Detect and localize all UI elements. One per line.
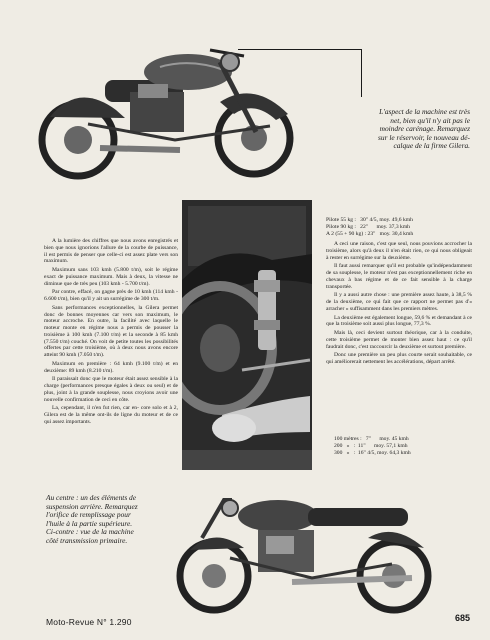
climb-stats-table — [326, 217, 476, 237]
caption-top-line: sur le réservoir, le nouveau dé- — [378, 132, 470, 142]
article-paragraph: A la lumière des chiffres que nous avons enregistrés et bien que nous ignorions l'allure de la courbe de puissance, il est permis de penser que celle-ci est assez plate vers son maximum. — [44, 238, 178, 265]
motorcycle-top-photo — [30, 22, 298, 180]
caption-bottom-line: Au centre : un des éléments de — [46, 493, 137, 502]
caption-bottom-line: côté transmission primaire. — [46, 535, 128, 545]
stats-row: Pilote 90 kg : 22" moy. 37,3 kmh — [326, 223, 410, 230]
article-paragraph: Il y a aussi autre chose : une première assez haute, à 38,5 % de la deuxième, ce qui fait que ce rapport ne permet pas d'« arracher » suffisamment dans les premiers mètres. — [326, 292, 472, 312]
article-paragraph: Maximum en première : 64 kmh (9.100 t/m) et en deuxième: 89 kmh (8.210 t/m). — [44, 360, 178, 374]
article-paragraph: Mais là, ceci devient surtout théorique, car à la conduite, cette troisième permet de monter bien assez haut : ce qu'il faudrait donc, c'est raccourcir la deuxième et surtout première. — [326, 330, 472, 350]
caption-top-line: moindre carénage. Remarquez — [379, 124, 470, 134]
article-paragraph: Sans performances exceptionnelles, la Gilera permet donc de bonnes moyennes car vers son maximum, le moteur accroche. En outre, la facilité avec laquelle le moteur monte en régime nous a permis de pousser la troisième à 100 kmh (7.100 t/m) et la seconde à 85 kmh (7.550 t/m) couché. On voit de petite toutes les possibilités offertes par cette troisième, où à deux nous avons encore atteint 90 kmh (7.050 t/m). — [44, 304, 178, 358]
caption-top-rule-horizontal — [238, 49, 362, 50]
article-paragraph: Donc une première un peu plus courte serait souhaitable, ce qui améliorerait nettement les accélérations, départ arrêté. — [326, 352, 472, 365]
article-paragraph: Par contre, effacé, on gagne près de 10 kmh (114 kmh - 6.600 t/m), bien qu'il y ait un surrégime de 300 t/m. — [44, 289, 178, 302]
page-number: 685 — [455, 613, 471, 623]
magazine-footer-title: Moto-Revue N° 1.290 — [46, 617, 132, 627]
article-paragraph: La deuxième est également longue, 59,6 % et demandant à ce que la troisième soit aussi plus longue, 77,3 %. — [326, 314, 472, 328]
article-right-column — [326, 241, 472, 368]
motorcycle-bottom-photo — [172, 478, 438, 618]
article-paragraph: Il paraissait donc que le moteur était assez sensible à la charge (performances presque égales à deux ou seul) et de plus, joint à la grande souplesse, nous croyions avoir une nouvelle confirmation de ceci en côte. — [44, 376, 178, 403]
accel-row: 200 » : 11" moy. 57,1 kmh — [334, 442, 408, 449]
caption-bottom-line: l'orifice de remplissage pour — [46, 510, 131, 520]
acceleration-table — [334, 436, 474, 456]
caption-bottom-line: l'huile à la partie supérieure. — [46, 518, 133, 528]
caption-top-line: calque de la firme Gilera. — [393, 141, 470, 151]
caption-top-line: net, bien qu'il n'y ait pas le — [390, 115, 470, 125]
caption-bottom-line: Ci-contre : vue de la machine — [46, 527, 134, 537]
caption-bottom-line: suspension arrière. Remarquez — [46, 501, 138, 511]
accel-row: 100 mètres : 7" moy. 45 kmh — [334, 436, 409, 442]
article-paragraph: Maximum sans 103 kmh (5.800 t/m), soit le régime exact de puissance maximum. Mais à deux, la vitesse ne diminue que de très peu (103 kmh - 5.700 t/m). — [44, 267, 178, 287]
stats-row: Pilote 55 kg : 30" 4/5, moy. 49,6 kmh — [326, 217, 413, 223]
accel-row: 300 » : 16" 4/5, moy. 64,3 kmh — [334, 449, 411, 456]
article-paragraph: Il faut aussi remarquer qu'il est probable qu'indépendamment de sa souplesse, le moteur n'est pas exceptionnellement riche en chevaux à bas régime et de ce fait sensible à la charge transportée. — [326, 263, 472, 290]
caption-top-rule-vertical — [361, 49, 362, 97]
article-paragraph: A ceci une raison, c'est que seul, nous pouvions accrocher la troisième, alors qu'à deux il n'en était rien, ce qui nous obligeait à rester en surrégime sur la deuxième. — [326, 241, 472, 261]
article-left-column — [44, 238, 178, 428]
article-paragraph: La, cependant, il n'en fut rien, car en- core solo et à 2, Gilera est de la même ont-ils de ligne du moteur et de ce qui assez importants. — [44, 405, 178, 425]
caption-top-line: L'aspect de la machine est très — [379, 107, 470, 116]
stats-row: A 2 (55 + 90 kg) : 23" moy. 30,4 kmh — [326, 230, 414, 237]
suspension-center-photo — [182, 200, 312, 470]
caption-top — [300, 108, 470, 151]
